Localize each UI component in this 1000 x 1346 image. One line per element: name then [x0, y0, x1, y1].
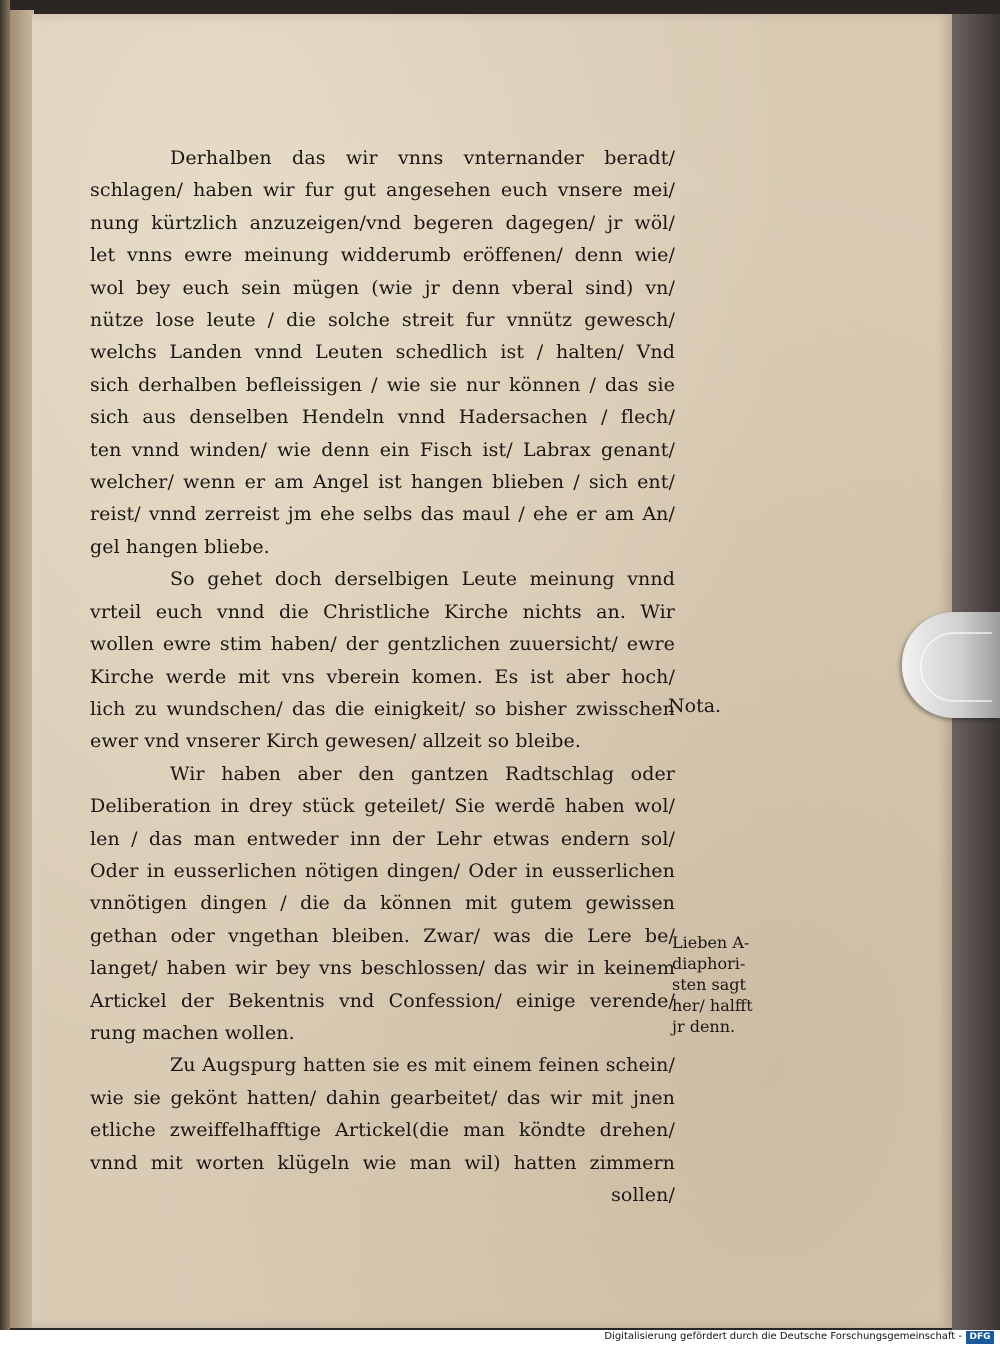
- text-line: welchs Landen vnnd Leuten schedlich ist / halten/ Vnd: [90, 341, 675, 364]
- margin-note-line: Lieben A-: [672, 933, 750, 952]
- book-spine-edge: [0, 0, 10, 1330]
- paragraph-1: [90, 142, 675, 563]
- page-clip: [902, 612, 1000, 718]
- text-line: Oder in eusserlichen nötigen dingen/ Oder in eusserlichen: [90, 859, 675, 882]
- text-line: wollen ewre stim haben/ der gentzlichen zuuersicht/ ewre: [90, 633, 675, 656]
- text-line: welcher/ wenn er am Angel ist hangen blieben / sich ent/: [90, 471, 675, 494]
- text-line: Wir haben aber den gantzen Radtschlag oder: [170, 762, 675, 785]
- text-line: Zu Augspurg hatten sie es mit einem feinen schein/: [170, 1054, 675, 1077]
- text-line: Artickel der Bekentnis vnd Confession/ einige verende/: [90, 989, 675, 1012]
- text-line: wie sie gekönt hatten/ dahin gearbeitet/ das wir mit jnen: [90, 1086, 675, 1109]
- text-line: So gehet doch derselbigen Leute meinung vnnd: [170, 568, 675, 591]
- margin-note-line: diaphori-: [672, 954, 746, 973]
- paragraph-2: [90, 563, 675, 757]
- text-line: sich derhalben befleissigen / wie sie nur können / das sie: [90, 373, 675, 396]
- text-line: nütze lose leute / die solche streit fur vnnütz gewesch/: [90, 309, 675, 332]
- text-line: gethan oder vngethan bleiben. Zwar/ was die Lere be/: [90, 924, 675, 947]
- text-line: sich aus denselben Hendeln vnnd Hadersachen / flech/: [90, 406, 675, 429]
- text-line: ewer vnd vnserer Kirch gewesen/ allzeit so bleibe.: [90, 730, 582, 753]
- dfg-logo: DFG: [966, 1331, 994, 1344]
- text-line: schlagen/ haben wir fur gut angesehen euch vnsere mei/: [90, 179, 675, 202]
- margin-note-line: sten sagt: [672, 975, 746, 994]
- text-line: len / das man entweder inn der Lehr etwas endern sol/: [90, 827, 675, 850]
- margin-note-nota: Nota.: [668, 695, 722, 717]
- margin-note-adiaphoristen: [672, 932, 764, 1037]
- text-line: nung kürtzlich anzuzeigen/vnd begeren dagegen/ jr wöl/: [90, 211, 675, 234]
- text-line: reist/ vnnd zerreist jm ehe selbs das maul / ehe er am An/: [90, 503, 675, 526]
- text-line: Kirche werde mit vns vberein komen. Es ist aber hoch/: [90, 665, 675, 688]
- text-line: vnnd mit worten klügeln wie man wil) hatten zimmern: [90, 1151, 675, 1174]
- paragraph-4: [90, 1049, 675, 1211]
- previous-page-edge: [10, 10, 34, 1328]
- text-line: lich zu wundschen/ das die einigkeit/ so bisher zwisschen: [90, 697, 675, 720]
- body-text: [90, 142, 675, 1211]
- text-line: ten vnnd winden/ wie denn ein Fisch ist/ Labrax genant/: [90, 438, 675, 461]
- text-line: rung machen wollen.: [90, 1021, 295, 1044]
- text-line: let vnns ewre meinung widderumb eröffenen/ denn wie/: [90, 244, 675, 267]
- text-line: gel hangen bliebe.: [90, 535, 270, 558]
- paragraph-3: [90, 758, 675, 1050]
- footer-bar: [0, 1330, 1000, 1346]
- text-line: vnnötigen dingen / die da können mit gutem gewissen: [90, 892, 675, 915]
- margin-note-line: her/ halfft: [672, 996, 753, 1015]
- text-line: wol bey euch sein mügen (wie jr denn vberal sind) vn/: [90, 276, 675, 299]
- text-line: vrteil euch vnnd die Christliche Kirche nichts an. Wir: [90, 600, 675, 623]
- text-line: Deliberation in drey stück geteilet/ Sie werdē haben wol/: [90, 795, 675, 818]
- funding-credit: Digitalisierung gefördert durch die Deutsche Forschungsgemeinschaft -: [604, 1331, 962, 1342]
- catchword: sollen/: [611, 1184, 675, 1206]
- text-line: Derhalben das wir vnns vnternander beradt/: [170, 147, 675, 169]
- text-line: etliche zweiffelhafftige Artickel(die man köndte drehen/: [90, 1119, 675, 1142]
- text-line: langet/ haben wir bey vns beschlossen/ das wir in keinem: [90, 957, 675, 980]
- margin-note-line: jr denn.: [672, 1017, 736, 1036]
